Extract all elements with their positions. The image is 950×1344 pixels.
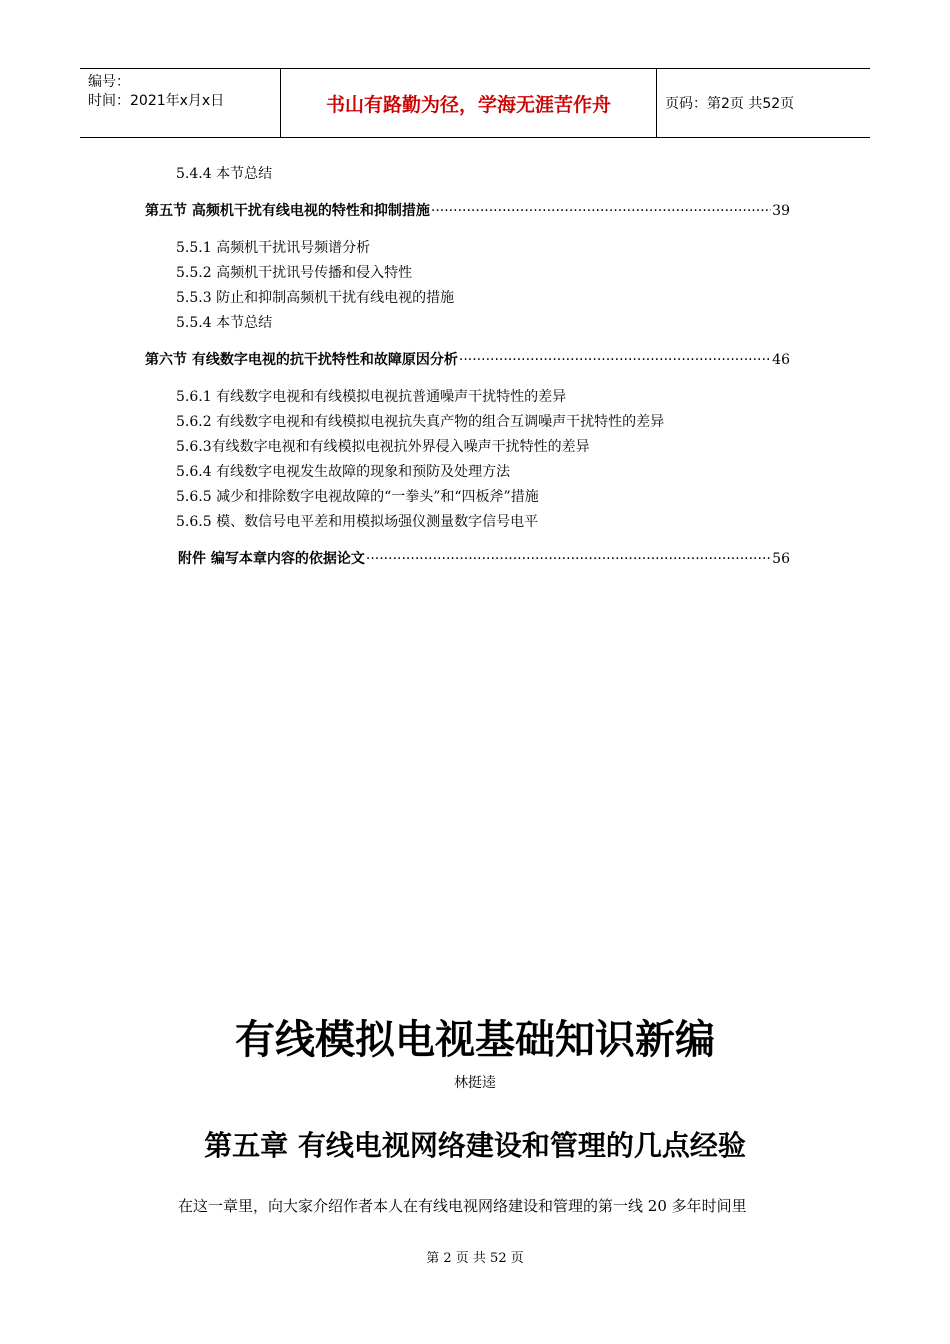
page-label: 页码：第2页 共52页 [665, 96, 795, 112]
toc-item: 5.6.2 有线数字电视和有线模拟电视抗失真产物的组合互调噪声干扰特性的差异 [176, 414, 665, 430]
document-title: 有线模拟电视基础知识新编 [235, 1016, 715, 1063]
toc-item: 5.6.5 模、数信号电平差和用模拟场强仪测量数字信号电平 [176, 514, 539, 530]
author: 林挺逵 [454, 1075, 496, 1091]
toc-section-title: 附件 编写本章内容的依据论文 [178, 551, 365, 567]
date-label: 时间：2021年x月x日 [88, 93, 225, 109]
chapter-heading: 第五章 有线电视网络建设和管理的几点经验 [204, 1129, 746, 1162]
toc-section-title: 第六节 有线数字电视的抗干扰特性和故障原因分析 [145, 352, 458, 368]
toc-page-number: 39 [772, 203, 790, 219]
toc-section-title: 第五节 高频机干扰有线电视的特性和抑制措施 [145, 203, 430, 219]
toc-item: 5.5.3 防止和抑制高频机干扰有线电视的措施 [176, 290, 455, 306]
toc-item: 5.6.5 减少和排除数字电视故障的“一拳头”和“四板斧”措施 [176, 489, 539, 505]
motto: 书山有路勤为径，学海无涯苦作舟 [281, 69, 657, 137]
toc-item: 5.6.1 有线数字电视和有线模拟电视抗普通噪声干扰特性的差异 [176, 389, 567, 405]
toc-item: 5.5.2 高频机干扰讯号传播和侵入特性 [176, 265, 413, 281]
toc-item: 5.6.3有线数字电视和有线模拟电视抗外界侵入噪声干扰特性的差异 [176, 439, 590, 455]
toc-item: 5.5.4 本节总结 [176, 315, 273, 331]
toc-leader-dots [366, 551, 771, 567]
toc-page-number: 56 [772, 551, 790, 567]
toc-page-number: 46 [772, 352, 790, 368]
toc-item: 5.4.4 本节总结 [176, 166, 273, 182]
page-footer: 第 2 页 共 52 页 [426, 1251, 524, 1266]
toc-leader-dots [431, 203, 771, 219]
toc-section-5 [145, 200, 790, 220]
body-paragraph: 在这一章里，向大家介绍作者本人在有线电视网络建设和管理的第一线 20 多年时间里 [178, 1197, 747, 1215]
header-left-cell [80, 69, 281, 137]
toc-appendix [178, 548, 790, 568]
header-table [80, 68, 870, 138]
toc-section-6 [145, 349, 790, 369]
number-label: 编号： [88, 74, 130, 90]
toc-item: 5.5.1 高频机干扰讯号频谱分析 [176, 240, 371, 256]
toc-item: 5.6.4 有线数字电视发生故障的现象和预防及处理方法 [176, 464, 511, 480]
toc-leader-dots [459, 352, 771, 368]
